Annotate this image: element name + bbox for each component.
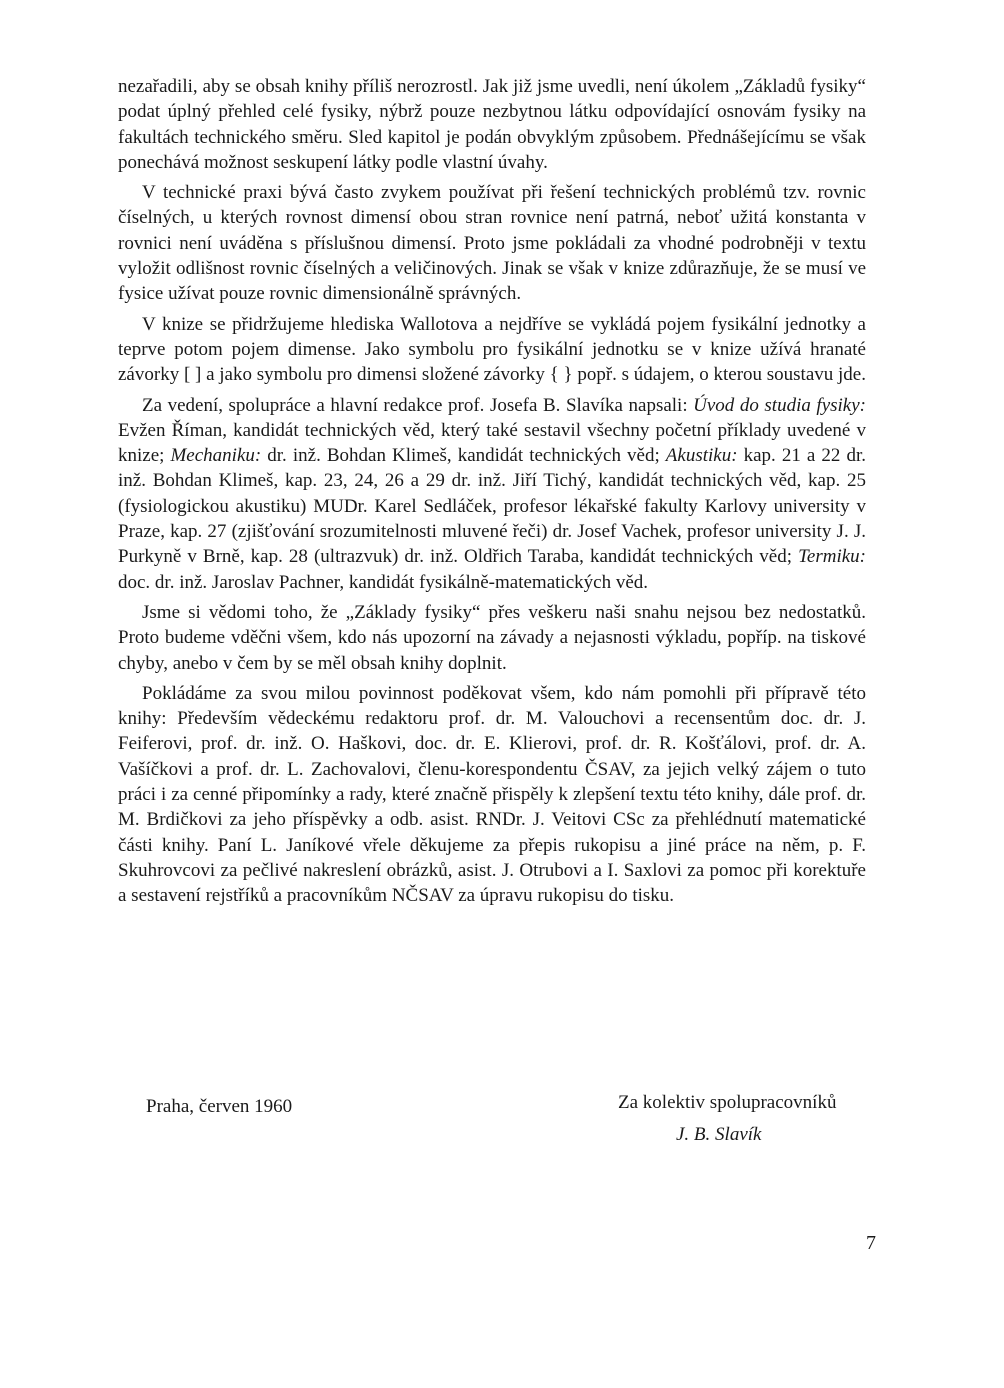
text-run: Pokládáme za svou milou povinnost poděkovat všem, kdo nám pomohli při přípravě této knihy: Především vědeckému redaktoru prof. dr. M. Valouchovi a recensentům doc. dr. J. Feiferovi, prof. dr. inž. O. Haškovi, doc. dr. E. Klierovi, prof. dr. R. Košťálovi, prof. dr. A. Vašíčkovi a prof. dr. L. Zachovalovi, členu-korespondentu ČSAV, za jejich velký zájem o tuto práci i za cenné připomínky a rady, které značně přispěly k zlepšení textu této knihy, dále prof. dr. M. Brdičkovi za jeho příspěvky a odb. asist. RNDr. J. Veitovi CSc za přehlédnutí matematické části knihy. Paní L. Janíkové vřele děkujeme za přepis rukopisu a jiné práce na něm, p. F. Skuhrovcovi za pečlivé nakreslení obrázků, asist. J. Otrubovi a I. Saxlovi za pomoc při korektuře a sestavení rejstříků a pracovníkům NČSAV za úpravu rukopisu do tisku.: [118, 682, 866, 907]
page-number: 7: [866, 1232, 876, 1254]
text-run: nezařadili, aby se obsah knihy příliš nerozrostl. Jak již jsme uvedli, není úkolem „Základů fysiky“ podat úplný přehled celé fysiky, nýbrž pouze nezbytnou látku odpovídající osnovám fysiky na fakultách technického směru. Sled kapitol je podán obvyklým způsobem. Přednášejícímu se však ponechává možnost seskupení látky podle vlastní úvahy.: [118, 76, 866, 173]
paragraph: [118, 600, 866, 676]
text-run: V technické praxi bývá často zvykem používat při řešení technických problémů tzv. rovnic číselných, u kterých rovnost dimensí obou stran rovnice není patrná, neboť užitá konstanta v rovnici není uváděna s příslušnou dimensí. Proto jsme pokládali za vhodné podrobněji v textu vyložit odlišnost rovnic číselných a veličinových. Jinak se však v knize zdůrazňuje, že se musí ve fysice užívat pouze rovnic dimensionálně správných.: [118, 182, 866, 305]
paragraph: [118, 74, 866, 175]
collective-line: Za kolektiv spolupracovníků: [618, 1092, 837, 1113]
italic-run: Akustiku:: [665, 445, 738, 467]
paragraph: [118, 312, 866, 388]
paragraph: [118, 180, 866, 306]
text-run: kap. 21 a 22 dr. inž. Bohdan Klimeš, kap. 23, 24, 26 a 29 dr. inž. Jiří Tichý, kandidát technických věd, kap. 25 (fysiologickou akustiku) MUDr. Karel Sedláček, profesor lékařské fakulty Karlovy university v Praze, kap. 27 (zjišťování srozumitelnosti mluvené řeči) dr. Josef Vachek, profesor university J. J. Purkyně v Brně, kap. 28 (ultrazvuk) dr. inž. Oldřich Taraba, kandidát technických věd;: [118, 445, 866, 568]
paragraph: [118, 681, 866, 909]
italic-run: Úvod do studia fysiky:: [693, 394, 866, 416]
text-run: Evžen Říman, kandidát technických věd, který také sestavil všechny početní příklady uvedené v knize;: [118, 419, 866, 467]
signature: J. B. Slavík: [676, 1124, 762, 1145]
text-run: Za vedení, spolupráce a hlavní redakce prof. Josefa B. Slavíka napsali:: [142, 394, 694, 416]
text-run: doc. dr. inž. Jaroslav Pachner, kandidát fysikálně-matematických věd.: [118, 571, 649, 593]
text-run: Jsme si vědomi toho, že „Základy fysiky“ přes veškeru naši snahu nejsou bez nedostatků. Proto budeme vděčni všem, kdo nás upozorní na závady a nejasnosti výkladu, popříp. na tiskové chyby, anebo v čem by se měl obsah knihy doplnit.: [118, 601, 866, 674]
text-run: V knize se přidržujeme hlediska Wallotova a nejdříve se vykládá pojem fysikální jednotky a teprve potom pojem dimense. Jako symbolu pro fysikální jednotku se v knize užívá hranaté závorky [ ] a jako symbolu pro dimensi složené závorky { } popř. s údajem, o kterou soustavu jde.: [118, 313, 866, 386]
text-run: dr. inž. Bohdan Klimeš, kandidát technických věd;: [261, 445, 666, 467]
italic-run: Mechaniku:: [170, 445, 262, 467]
body-text: [118, 74, 866, 909]
paragraph: [118, 393, 866, 595]
place-date: Praha, červen 1960: [146, 1096, 293, 1117]
closing-block: [0, 1092, 1004, 1162]
italic-run: Termiku:: [798, 546, 866, 568]
